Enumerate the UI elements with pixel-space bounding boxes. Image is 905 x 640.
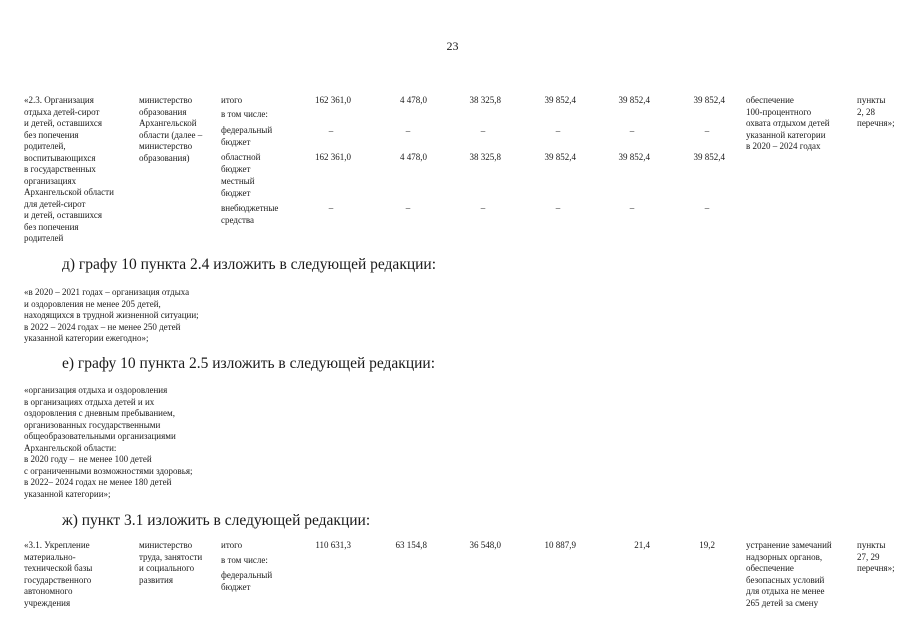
row-2-3-executor: министерство образования Архангельской области (далее – министерство образования) bbox=[139, 95, 203, 163]
row-2-3-total-value: 39 852,4 bbox=[618, 95, 650, 105]
row-3-1-result: устранение замечаний надзорных органов, обеспечение безопасных условий для отдыха не менее 265 детей за смену bbox=[746, 540, 832, 608]
paragraph-d: «в 2020 – 2021 годах – организация отдыха и оздоровления не менее 205 детей, находящихся в трудной жизненной ситуации; в 2022 – 2024 годах – не менее 250 детей указанной категории ежегодно»; bbox=[24, 287, 199, 343]
row-3-1-total-value: 19,2 bbox=[699, 540, 715, 550]
row-2-3-result: обеспечение 100-процентного охвата отдыхом детей указанной категории в 2020 – 2024 годах bbox=[746, 95, 830, 151]
row-2-3-regional-value: 162 361,0 bbox=[315, 152, 351, 162]
row-2-3-regional-value: 39 852,4 bbox=[693, 152, 725, 162]
paragraph-e: «организация отдыха и оздоровления в организациях отдыха детей и их оздоровления с дневным пребыванием, организованных государственными общеобразовательными организациями Архангельской области: в 2020 году – не менее 100 детей с ограниченными возможностями здоровья; в 2022– 2024 годах не менее 180 детей указанной категории»; bbox=[24, 385, 193, 499]
row-2-3-federal-value: – bbox=[405, 126, 411, 136]
row-2-3-federal-value: – bbox=[328, 126, 334, 136]
row-3-1-total-value: 21,4 bbox=[634, 540, 650, 550]
row-2-3-federal-value: – bbox=[555, 126, 561, 136]
row-2-3-total-value: 39 852,4 bbox=[693, 95, 725, 105]
row-3-1-total-value: 110 631,3 bbox=[315, 540, 351, 550]
row-2-3-extrabudget-value: – bbox=[480, 203, 486, 213]
row-3-1-total-label: итого bbox=[221, 540, 243, 550]
row-2-3-extrabudget-value: – bbox=[555, 203, 561, 213]
row-2-3-extrabudget-value: – bbox=[405, 203, 411, 213]
row-2-3-extrabudget-value: – bbox=[629, 203, 635, 213]
row-3-1-total-value: 10 887,9 bbox=[544, 540, 576, 550]
row-2-3-federal-label: федеральный бюджет bbox=[221, 125, 273, 147]
row-2-3-regional-value: 39 852,4 bbox=[544, 152, 576, 162]
row-2-3-total-value: 4 478,0 bbox=[400, 95, 427, 105]
row-2-3-extrabudget-label: внебюджетные средства bbox=[221, 203, 279, 225]
row-3-1-including-label: в том числе: bbox=[221, 555, 268, 565]
row-2-3-regional-value: 39 852,4 bbox=[618, 152, 650, 162]
row-2-3-total-value: 38 325,8 bbox=[469, 95, 501, 105]
page-number: 23 bbox=[446, 39, 459, 53]
row-3-1-executor: министерство труда, занятости и социального развития bbox=[139, 540, 203, 585]
heading-zh: ж) пункт 3.1 изложить в следующей редакции: bbox=[62, 512, 371, 529]
row-2-3-including-label: в том числе: bbox=[221, 109, 268, 119]
row-2-3-total-value: 162 361,0 bbox=[315, 95, 351, 105]
row-2-3-total-label: итого bbox=[221, 95, 243, 105]
row-2-3-extrabudget-value: – bbox=[328, 203, 334, 213]
row-3-1-total-value: 36 548,0 bbox=[469, 540, 501, 550]
row-2-3-federal-value: – bbox=[480, 126, 486, 136]
row-2-3-items: пункты 2, 28 перечня»; bbox=[857, 95, 895, 128]
row-2-3-federal-value: – bbox=[704, 126, 710, 136]
row-2-3-regional-label: областной бюджет bbox=[221, 152, 261, 174]
row-3-1-name: «3.1. Укрепление материально- технической базы государственного автономного учреждения bbox=[24, 540, 93, 608]
row-3-1-items: пункты 27, 29 перечня»; bbox=[857, 540, 895, 573]
heading-e: е) графу 10 пункта 2.5 изложить в следующей редакции: bbox=[62, 355, 436, 372]
row-2-3-federal-value: – bbox=[629, 126, 635, 136]
row-2-3-regional-value: 4 478,0 bbox=[400, 152, 427, 162]
row-2-3-name: «2.3. Организация отдыха детей-сирот и детей, оставшихся без попечения родителей, воспитывающихся в государственных организациях Архангельской области для детей-сирот и детей, оставшихся без попечения родителей bbox=[24, 95, 114, 243]
row-2-3-regional-value: 38 325,8 bbox=[469, 152, 501, 162]
row-2-3-extrabudget-value: – bbox=[704, 203, 710, 213]
row-3-1-federal-label: федеральный бюджет bbox=[221, 570, 273, 592]
row-3-1-total-value: 63 154,8 bbox=[395, 540, 427, 550]
row-2-3-local-label: местный бюджет bbox=[221, 176, 255, 198]
heading-d: д) графу 10 пункта 2.4 изложить в следующей редакции: bbox=[62, 256, 437, 273]
row-2-3-total-value: 39 852,4 bbox=[544, 95, 576, 105]
